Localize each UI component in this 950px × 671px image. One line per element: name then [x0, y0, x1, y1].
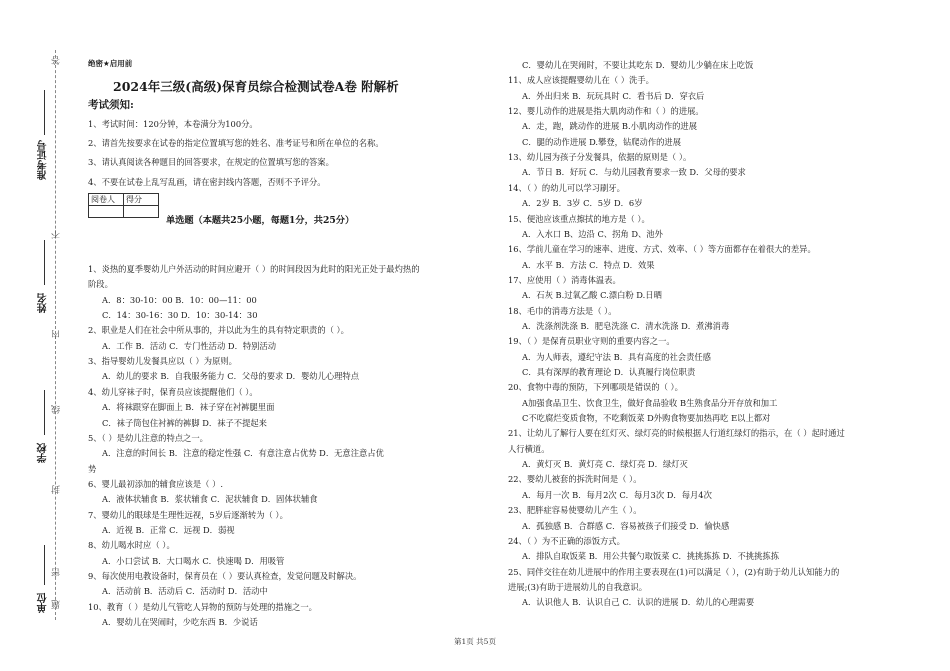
question-line: 21、让幼儿了解行人要在红灯灭、绿灯亮的时候根据人行道红绿灯的指示，在（ ）起时通过: [508, 428, 845, 439]
notice-rule: 4、不要在试卷上乱写乱画，请在密封线内答题，否则不予评分。: [88, 177, 326, 187]
question-line: 24、（ ）为不正确的添饭方式。: [508, 535, 625, 546]
exam-id-label: 准考证号: [38, 140, 49, 180]
notice-rule: 1、考试时间：120分钟，本卷满分为100分。: [88, 119, 258, 129]
score-reviewer-field: [89, 206, 124, 218]
question-line: A．水平 B．方法 C．特点 D．效果: [522, 259, 655, 270]
question-line: C．袜子筒包住衬裤的裤脚 D．袜子不提起来: [102, 417, 267, 428]
score-reviewer-label: 阅卷人: [89, 194, 124, 206]
question-line: A．外出归来 B．玩玩具时 C．看书后 D．穿衣后: [522, 90, 705, 101]
question-line: 5、（ ）是幼儿注意的特点之一。: [88, 432, 208, 443]
question-line: A．幼儿的要求 B．自我服务能力 C．父母的要求 D．婴幼儿心理特点: [102, 371, 360, 382]
question-line: 1、炎热的夏季婴幼儿户外活动的时间应避开（ ）的时间段因为此时的阳光正处于最灼热的: [88, 264, 420, 274]
question-line: 14、（ ）的幼儿可以学习刷牙。: [508, 182, 625, 193]
question-line: A．8：30-10：00 B．10：00—11：00: [102, 294, 257, 305]
question-line: 18、毛巾的消毒方法是（ ）。: [508, 305, 617, 316]
question-line: 11、成人应该提醒婴幼儿在（ ）洗手。: [508, 75, 654, 86]
question-line: 6、婴儿最初添加的辅食应该是（ ）.: [88, 478, 224, 489]
school-field: [44, 390, 45, 435]
question-line: A．认识他人 B．认识自己 C．认识的进展 D．幼儿的心理需要: [522, 597, 755, 608]
page-title: 2024年三级(高级)保育员综合检测试卷A卷 附解析: [113, 79, 399, 94]
question-line: A．每月一次 B．每月2次 C．每月3次 D．每月4次: [522, 489, 712, 500]
score-points-label: 得分: [124, 194, 159, 206]
question-line: C．腿的动作进展 D.攀登，钻爬动作的进展: [522, 136, 682, 147]
question-line: 4、幼儿穿袜子时，保育员应该提醒他们（ ）。: [88, 386, 258, 397]
unit-label: 单位: [38, 593, 49, 613]
question-line: C．14：30-16：30 D．10：30-14：30: [102, 310, 258, 321]
question-line: 7、婴幼儿的眼球是生理性远视，5岁后逐渐转为（ ）。: [88, 509, 288, 520]
notice-rule: 2、请首先按要求在试卷的指定位置填写您的姓名、准考证号和所在单位的名称。: [88, 138, 384, 148]
exam-id-field: [44, 90, 45, 135]
question-line: A．为人师表，遵纪守法 B．具有高度的社会责任感: [522, 351, 711, 362]
question-line: 22、婴幼儿被套的拆洗时间是（ ）。: [508, 474, 642, 485]
question-line: 3、指导婴幼儿发餐具应以（ ）为原则。: [88, 356, 237, 367]
question-line: 25、同伴交往在幼儿进展中的作用主要表现在(1)可以满足（ ），(2)有助于幼儿认知能力的: [508, 566, 840, 577]
question-line: A．排队自取饭菜 B．用公共餐勺取饭菜 C．挑挑拣拣 D．不挑挑拣拣: [522, 551, 780, 562]
binding-margin: [0, 0, 70, 671]
question-line: C不吃腐烂变质食物，不吃剩饭菜 D外购食物要加热再吃 E以上都对: [522, 413, 771, 424]
question-line: A加强食品卫生、饮食卫生，做好食品验收 B生熟食品分开存放和加工: [522, 397, 778, 408]
question-line: 8、幼儿喝水时应（ ）。: [88, 540, 175, 551]
question-line: 阶段。: [88, 279, 113, 290]
question-line: A．婴幼儿在哭闹时，少吃东西 B．少说话: [102, 617, 258, 628]
question-line: A．洗涤剂洗涤 B．肥皂洗涤 C．清水洗涤 D．煮沸消毒: [522, 320, 730, 331]
seal-mark: 内: [52, 330, 62, 339]
question-line: A．石灰 B.过氧乙酸 C.漂白粉 D.日晒: [522, 290, 662, 301]
confidential-mark: 绝密★启用前: [88, 59, 133, 68]
page-footer: 第1页 共5页: [454, 637, 496, 646]
question-line: 2、职业是人们在社会中所从事的，并以此为生的具有特定职责的（ ）。: [88, 325, 349, 336]
school-label: 学校: [38, 443, 49, 463]
notice-title: 考试须知:: [88, 99, 134, 111]
question-line: A．入水口 B、边沿 C、拐角 D、池外: [522, 228, 663, 239]
question-line: 9、每次使用电教设备时，保育员在（ ）要认真检查，发觉问题及时解决。: [88, 571, 362, 581]
question-line: C．具有深厚的教育理论 D．认真履行岗位职责: [522, 367, 696, 377]
question-line: 10、教育（ ）是幼儿气管吃人异物的预防与处理的措施之一。: [88, 601, 317, 612]
seal-mark: 密: [52, 568, 62, 577]
question-line: A．孤独感 B．合群感 C．容易被孩子们接受 D．愉快感: [522, 520, 730, 531]
question-line: A．近视 B．正常 C．远视 D．弱视: [102, 524, 235, 535]
question-line: A．活动前 B．活动后 C．活动时 D．活动中: [102, 586, 268, 597]
question-line: 19、（ ）是保育员职业守则的重要内容之一。: [508, 336, 675, 347]
question-line: A．节日 B．好玩 C．与幼儿园教育要求一致 D．父母的要求: [522, 167, 746, 178]
question-line: 20、食物中毒的预防，下列哪项是错误的（ ）。: [508, 382, 683, 393]
question-line: A．工作 B．活动 C．专门性活动 D．特别活动: [102, 340, 277, 351]
score-box: [88, 193, 159, 218]
question-line: 23、肥胖症容易使婴幼儿产生（ ）。: [508, 505, 642, 516]
question-line: A．黄灯灭 B．黄灯亮 C．绿灯亮 D．绿灯灭: [522, 459, 688, 470]
question-line: C．婴幼儿在哭闹时，不要让其吃东 D．婴幼儿少躺在床上吃饭: [522, 60, 754, 70]
question-line: A．将袜跟穿在脚面上 B．袜子穿在衬裤腿里面: [102, 402, 275, 413]
name-field: [44, 240, 45, 285]
score-points-field: [124, 206, 159, 218]
name-label: 姓名: [38, 293, 49, 313]
question-line: 人行横道。: [508, 443, 550, 454]
seal-mark: 封: [52, 485, 62, 494]
question-line: 势: [88, 463, 97, 474]
question-line: 13、幼儿园为孩子分发餐具，依据的原则是（ ）。: [508, 152, 692, 163]
question-line: A．2岁 B．3岁 C．5岁 D．6岁: [522, 198, 643, 209]
section-title: 单选题（本题共25小题，每题1分，共25分）: [166, 215, 355, 226]
question-line: A．液体状辅食 B．浆状辅食 C．泥状辅食 D．固体状辅食: [102, 494, 318, 505]
seal-mark: 题: [52, 600, 62, 609]
seal-mark: 答: [52, 56, 62, 65]
seal-mark: 不: [52, 230, 62, 239]
question-line: 进展;(3)有助于进展幼儿的自我意识。: [508, 581, 648, 592]
notice-rule: 3、请认真阅读各种题目的回答要求，在规定的位置填写您的答案。: [88, 157, 334, 167]
question-line: 17、应使用（ ）消毒体温表。: [508, 274, 621, 285]
question-line: A．注意的时间长 B．注意的稳定性强 C．有意注意占优势 D．无意注意占优: [102, 448, 384, 459]
question-line: A．走，跑，跳动作的进展 B.小肌肉动作的进展: [522, 121, 698, 132]
question-line: 12、婴儿动作的进展是指大肌肉动作和（ ）的进展。: [508, 106, 704, 117]
question-line: 16、学前儿童在学习的速率、进度、方式、效率、（ ）等方面都存在着很大的差异。: [508, 244, 816, 255]
question-line: A．小口尝试 B．大口喝水 C．快速喝 D．用吸管: [102, 555, 285, 566]
question-line: 15、便池应该重点擦拭的地方是（ ）。: [508, 213, 650, 224]
unit-field: [44, 545, 45, 585]
seal-mark: 线: [52, 405, 62, 414]
